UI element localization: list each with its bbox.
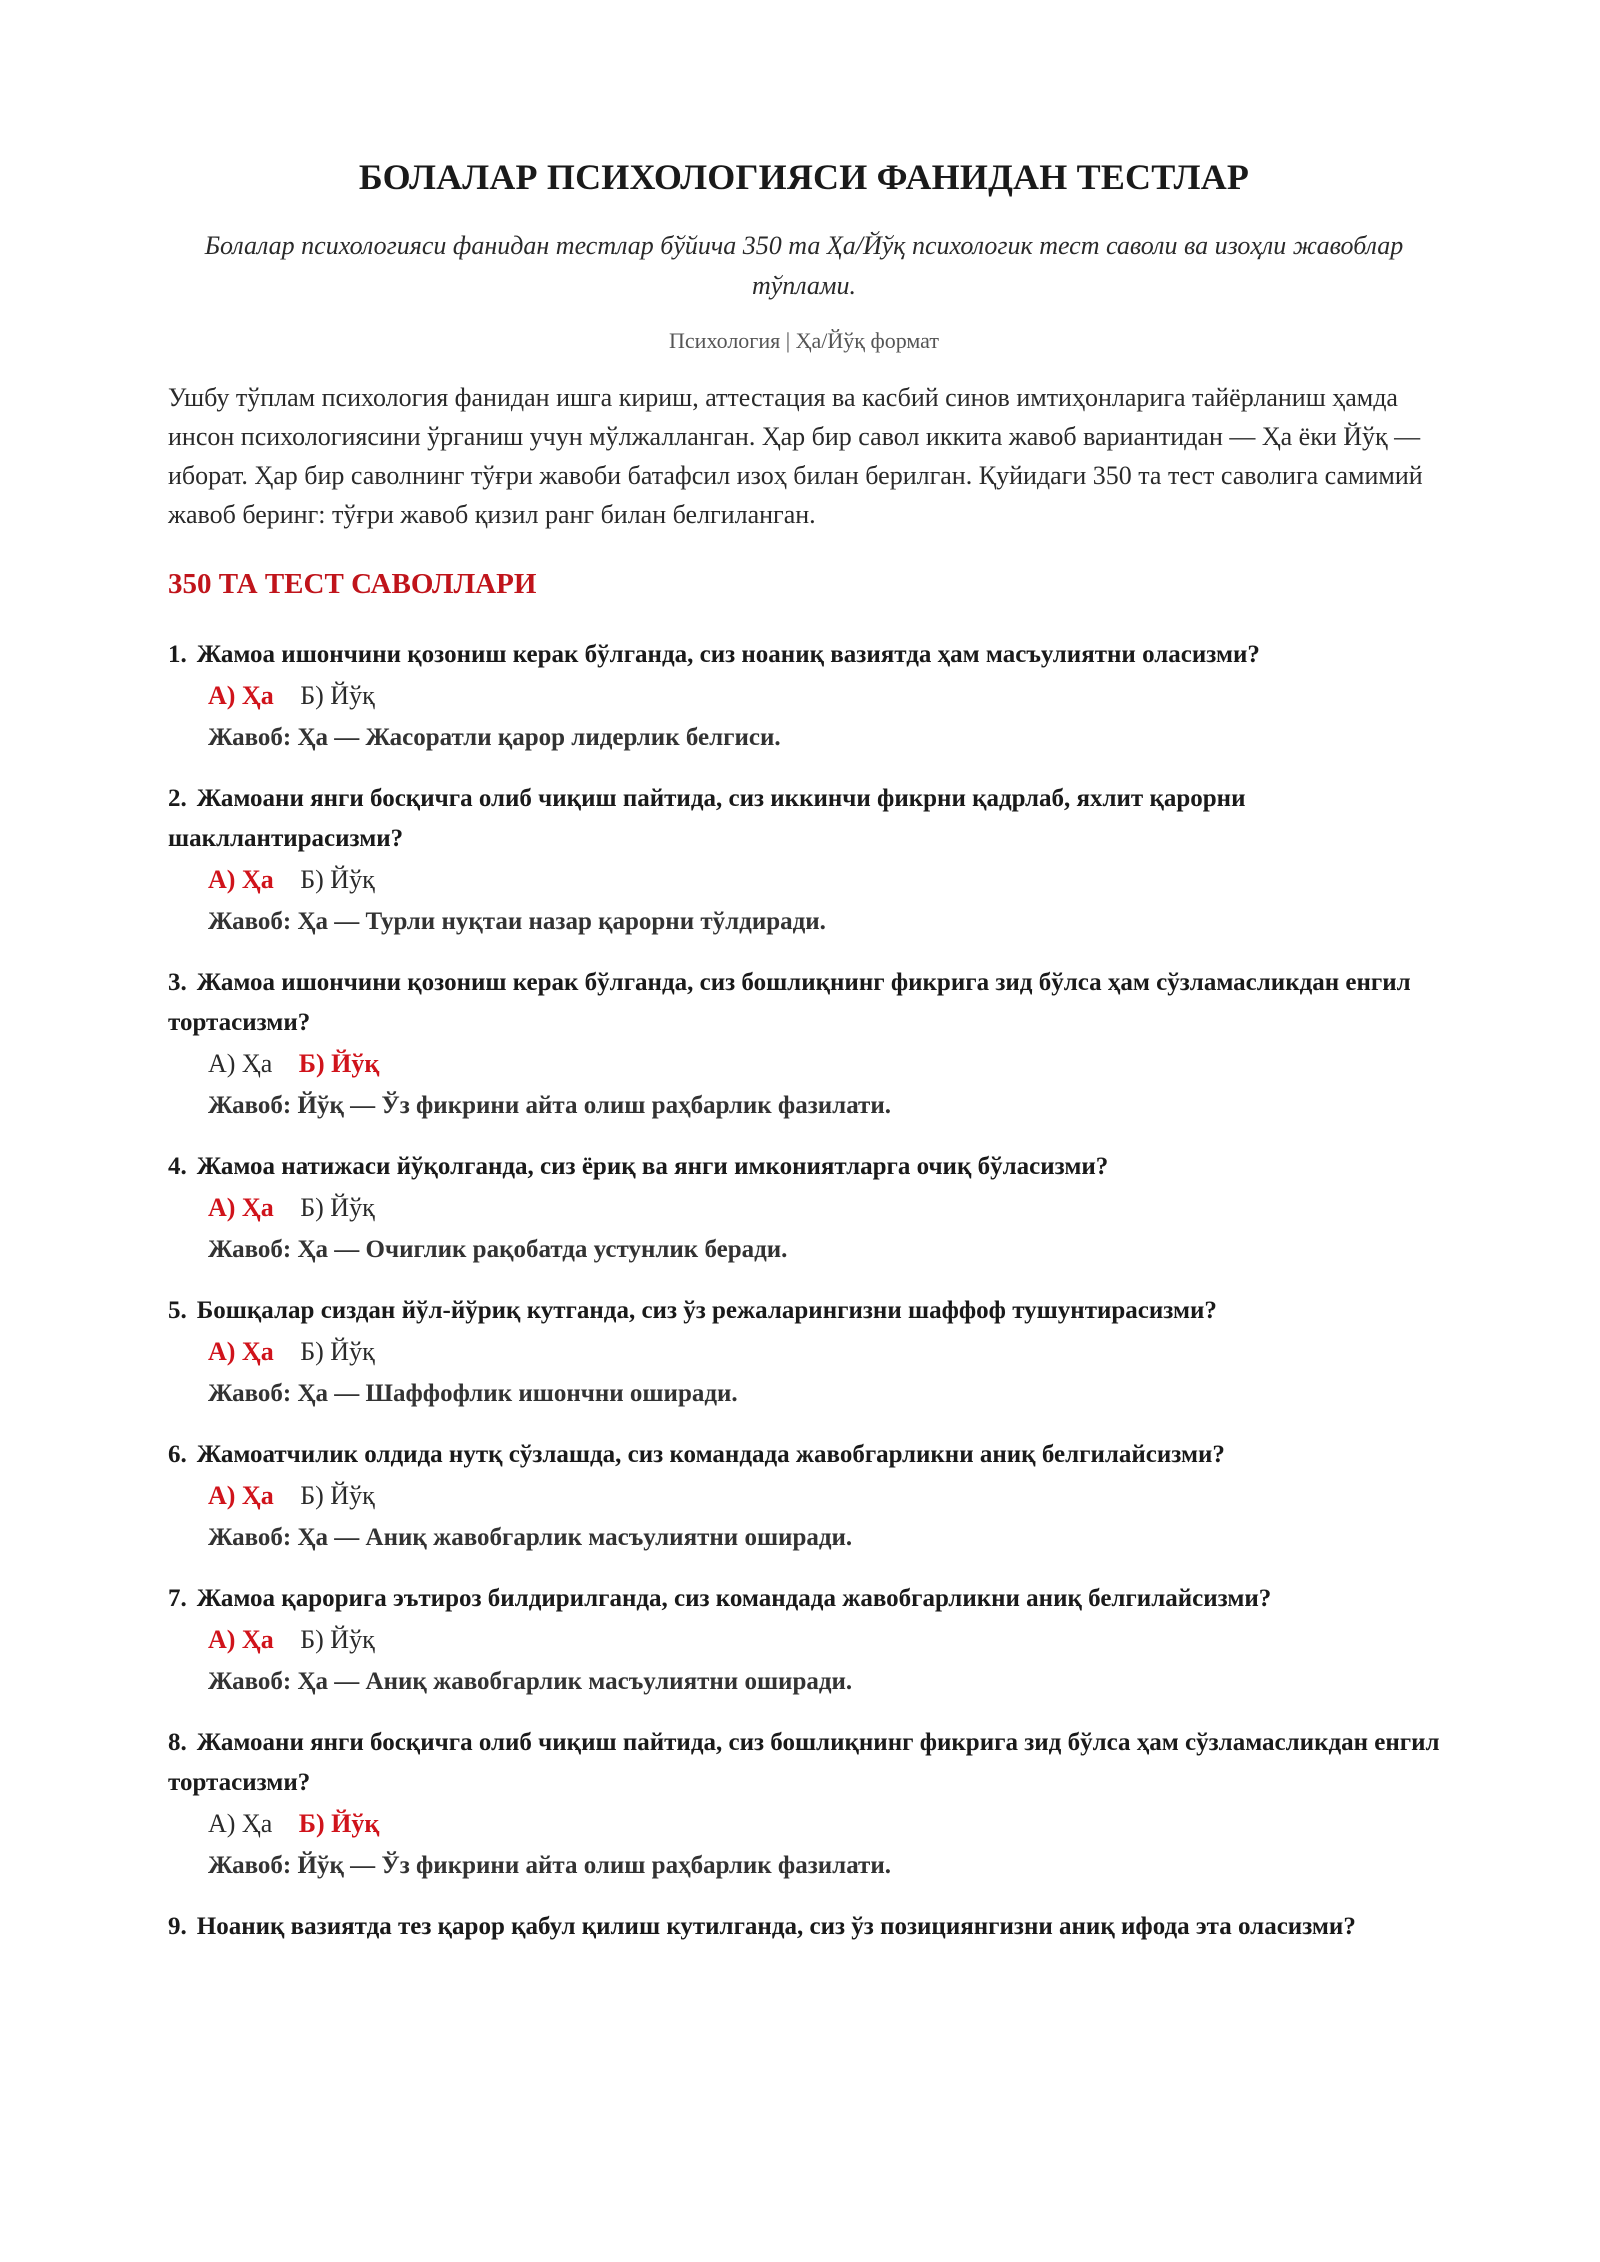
- option-no[interactable]: Б) Йўқ: [300, 1337, 375, 1366]
- page-subtitle: Болалар психологияси фанидан тестлар бўйича 350 та Ҳа/Йўқ психологик тест саволи ва изоҳли жавоблар тўплами.: [204, 231, 1404, 300]
- option-no[interactable]: Б) Йўқ: [300, 1193, 375, 1222]
- question-text: [168, 1907, 1440, 1947]
- answer-explanation: Жавоб: Ҳа — Аниқ жавобгарлик масъулиятни оширади.: [208, 1668, 853, 1695]
- option-no[interactable]: Б) Йўқ: [300, 865, 375, 894]
- answer-options: [168, 1331, 1440, 1373]
- answer-options: [168, 1187, 1440, 1229]
- question-number: 3.: [168, 969, 187, 996]
- question-text: [168, 1723, 1440, 1803]
- section-heading: 350 ТА ТЕСТ САВОЛЛАРИ: [168, 568, 537, 600]
- option-no[interactable]: Б) Йўқ: [298, 1809, 380, 1838]
- option-no[interactable]: Б) Йўқ: [300, 1625, 375, 1654]
- question-body: Бошқалар сиздан йўл-йўриқ кутганда, сиз ўз режаларингизни шаффоф тушунтирасизми?: [196, 1297, 1217, 1324]
- question-number: 6.: [168, 1441, 187, 1468]
- option-yes[interactable]: А) Ҳа: [208, 1481, 274, 1510]
- question-body: Жамоа натижаси йўқолганда, сиз ёриқ ва янги имкониятларга очиқ бўласизми?: [196, 1153, 1109, 1180]
- question-item: [168, 1435, 1440, 1559]
- question-number: 2.: [168, 785, 187, 812]
- option-yes[interactable]: А) Ҳа: [208, 1337, 274, 1366]
- answer-explanation: Жавоб: Ҳа — Аниқ жавобгарлик масъулиятни оширади.: [208, 1524, 853, 1551]
- option-yes[interactable]: А) Ҳа: [208, 1625, 274, 1654]
- answer-explanation: Жавоб: Ҳа — Жасоратли қарор лидерлик белгиси.: [208, 724, 781, 751]
- question-body: Ноаниқ вазиятда тез қарор қабул қилиш кутилганда, сиз ўз позициянгизни аниқ ифода эта оласизми?: [196, 1913, 1356, 1940]
- intro-paragraph: Ушбу тўплам психология фанидан ишга кириш, аттестация ва касбий синов имтиҳонларига тайёрланиш ҳамда инсон психологиясини ўрганиш учун мўлжалланган. Ҳар бир савол иккита жавоб вариантидан — Ҳа ёки Йўқ — иборат. Ҳар бир саволнинг тўғри жавоби батафсил изоҳ билан берилган. Қуйидаги 350 та тест саволига самимий жавоб беринг: тўғри жавоб қизил ранг билан белгиланган.: [168, 383, 1423, 529]
- question-text: [168, 1291, 1440, 1331]
- answer-options: [168, 1475, 1440, 1517]
- question-body: Жамоатчилик олдида нутқ сўзлашда, сиз командада жавобгарликни аниқ белгилайсизми?: [196, 1441, 1225, 1468]
- answer-explanation: Жавоб: Йўқ — Ўз фикрини айта олиш раҳбарлик фазилати.: [208, 1092, 891, 1119]
- option-yes[interactable]: А) Ҳа: [208, 1049, 273, 1078]
- question-text: [168, 779, 1440, 859]
- answer-options: [168, 1803, 1440, 1845]
- question-item: [168, 779, 1440, 943]
- document-meta: Психология | Ҳа/Йўқ формат: [669, 328, 939, 353]
- question-item: [168, 1907, 1440, 1947]
- answer-options: [168, 859, 1440, 901]
- question-list: [168, 635, 1440, 1947]
- question-body: Жамоа ишончини қозониш керак бўлганда, сиз ноаниқ вазиятда ҳам масъулиятни оласизми?: [196, 641, 1260, 668]
- answer-explanation: Жавоб: Ҳа — Шаффофлик ишончни оширади.: [208, 1380, 738, 1407]
- answer-options: [168, 675, 1440, 717]
- question-text: [168, 1435, 1440, 1475]
- question-number: 7.: [168, 1585, 187, 1612]
- question-body: Жамоани янги босқичга олиб чиқиш пайтида, сиз бошлиқнинг фикрига зид бўлса ҳам сўзламасликдан енгил тортасизми?: [168, 1729, 1440, 1796]
- question-item: [168, 1147, 1440, 1271]
- option-no[interactable]: Б) Йўқ: [298, 1049, 380, 1078]
- question-number: 5.: [168, 1297, 187, 1324]
- question-body: Жамоа қарорига эътироз билдирилганда, сиз командада жавобгарликни аниқ белгилайсизми?: [196, 1585, 1272, 1612]
- question-text: [168, 635, 1440, 675]
- question-text: [168, 963, 1440, 1043]
- answer-explanation: Жавоб: Ҳа — Турли нуқтаи назар қарорни тўлдиради.: [208, 908, 826, 935]
- question-item: [168, 963, 1440, 1127]
- question-item: [168, 1579, 1440, 1703]
- answer-explanation: Жавоб: Йўқ — Ўз фикрини айта олиш раҳбарлик фазилати.: [208, 1852, 891, 1879]
- question-item: [168, 635, 1440, 759]
- question-number: 4.: [168, 1153, 187, 1180]
- answer-options: [168, 1619, 1440, 1661]
- question-text: [168, 1147, 1440, 1187]
- option-yes[interactable]: А) Ҳа: [208, 681, 274, 710]
- question-number: 9.: [168, 1913, 187, 1940]
- question-body: Жамоа ишончини қозониш керак бўлганда, сиз бошлиқнинг фикрига зид бўлса ҳам сўзламасликдан енгил тортасизми?: [168, 969, 1411, 1036]
- question-number: 1.: [168, 641, 187, 668]
- option-yes[interactable]: А) Ҳа: [208, 1809, 273, 1838]
- option-no[interactable]: Б) Йўқ: [300, 681, 375, 710]
- option-yes[interactable]: А) Ҳа: [208, 1193, 274, 1222]
- answer-options: [168, 1043, 1440, 1085]
- question-item: [168, 1291, 1440, 1415]
- question-text: [168, 1579, 1440, 1619]
- question-item: [168, 1723, 1440, 1887]
- answer-explanation: Жавоб: Ҳа — Очиглик рақобатда устунлик беради.: [208, 1236, 788, 1263]
- question-body: Жамоани янги босқичга олиб чиқиш пайтида, сиз иккинчи фикрни қадрлаб, яхлит қарорни шакллантирасизми?: [168, 785, 1246, 852]
- page-title: БОЛАЛАР ПСИХОЛОГИЯСИ ФАНИДАН ТЕСТЛАР: [358, 157, 1250, 197]
- option-yes[interactable]: А) Ҳа: [208, 865, 274, 894]
- option-no[interactable]: Б) Йўқ: [300, 1481, 375, 1510]
- question-number: 8.: [168, 1729, 187, 1756]
